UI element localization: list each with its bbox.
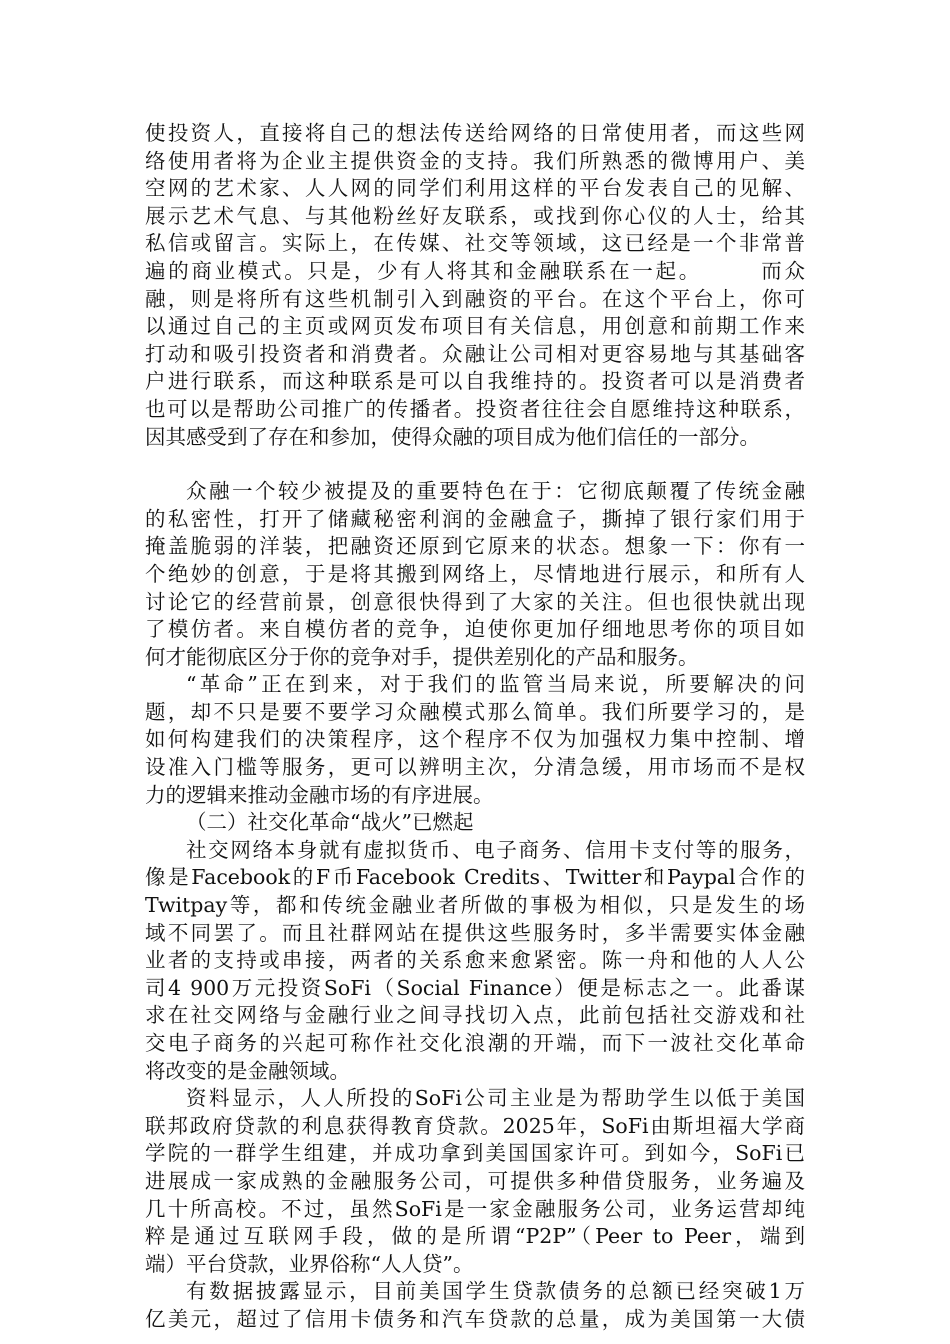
text-line: 力的逻辑来推动金融市场的有序进展。 [145,782,494,807]
text-line: 端）平台贷款，业界俗称“人人贷”。 [145,1251,474,1276]
text-line: 几十所高校。不过，虽然SoFi是一家金融服务公司，业务运营却纯 [145,1196,805,1221]
text-line: 融，则是将所有这些机制引入到融资的平台。在这个平台上，你可 [145,286,805,311]
text-line: 域不同罢了。而且社群网站在提供这些服务时，多半需要实体金融 [145,920,805,945]
text-line: 空网的艺术家、人人网的同学们利用这样的平台发表自己的见解、 [145,176,805,201]
text-line: 掩盖脆弱的洋装，把融资还原到它原来的状态。想象一下：你有一 [145,534,805,559]
text-line: 司4 900万元投资SoFi（Social Finance）便是标志之一。此番谋 [145,975,805,1000]
text-line: 了模仿者。来自模仿者的竞争，迫使你更加仔细地思考你的项目如 [145,617,805,642]
text-line: 资料显示，人人所投的SoFi公司主业是为帮助学生以低于美国 [186,1086,805,1111]
text-line: 的私密性，打开了储藏秘密利润的金融盒子，撕掉了银行家们用于 [145,506,805,531]
text-line: 如何构建我们的决策程序，这个程序不仅为加强权力集中控制、增 [145,727,805,752]
text-line: 社交网络本身就有虚拟货币、电子商务、信用卡支付等的服务， [186,837,805,862]
text-line: 因其感受到了存在和参加，使得众融的项目成为他们信任的一部分。 [145,424,760,449]
text-line: 将改变的是金融领域。 [145,1058,350,1083]
text-line: 有数据披露显示，目前美国学生贷款债务的总额已经突破1万 [186,1279,805,1304]
text-line: 学院的一群学生组建，并成功拿到美国国家许可。到如今，SoFi已 [145,1141,805,1166]
text-line: 以通过自己的主页或网页发布项目有关信息，用创意和前期工作来 [145,314,805,339]
text-line: 讨论它的经营前景，创意很快得到了大家的关注。但也很快就出现 [145,589,805,614]
paragraph-gap [145,451,805,478]
text-line: 络使用者将为企业主提供资金的支持。我们所熟悉的微博用户、美 [145,148,805,173]
text-line: 联邦政府贷款的利息获得教育贷款。2025年，SoFi由斯坦福大学商 [145,1113,805,1138]
text-line: 展示艺术气息、与其他粉丝好友联系，或找到你心仪的人士，给其 [145,203,805,228]
text-line: 求在社交网络与金融行业之间寻找切入点，此前包括社交游戏和社 [145,1003,805,1028]
text-line: 设准入门槛等服务，更可以辨明主次，分清急缓，用市场而不是权 [145,755,805,780]
document-body [145,120,805,1334]
text-line: 个绝妙的创意，于是将其搬到网络上，尽情地进行展示，和所有人 [145,561,805,586]
text-line: 亿美元，超过了信用卡债务和汽车贷款的总量，成为美国第一大债 [145,1306,805,1331]
text-line: “革命”正在到来，对于我们的监管当局来说，所要解决的问 [186,672,805,697]
text-line: 进展成一家成熟的金融服务公司，可提供多种借贷服务，业务遍及 [145,1168,805,1193]
text-line: 打动和吸引投资者和消费者。众融让公司相对更容易地与其基础客 [145,341,805,366]
text-line: 粹是通过互联网手段，做的是所谓“P2P”（Peer to Peer，端到 [145,1224,805,1249]
text-line: 何才能彻底区分于你的竞争对手，提供差别化的产品和服务。 [145,644,699,669]
section-heading: （二）社交化革命“战火”已燃起 [186,810,474,835]
text-line: Twitpay等，都和传统金融业者所做的事极为相似，只是发生的场 [145,893,805,918]
text-line: 户进行联系，而这种联系是可以自我维持的。投资者可以是消费者 [145,369,805,394]
text-line: 也可以是帮助公司推广的传播者。投资者往往会自愿维持这种联系， [145,396,805,421]
text-line: 众融一个较少被提及的重要特色在于：它彻底颠覆了传统金融 [186,479,805,504]
text-line: 交电子商务的兴起可称作社交化浪潮的开端，而下一波社交化革命 [145,1031,805,1055]
text-line: 私信或留言。实际上，在传媒、社交等领域，这已经是一个非常普 [145,231,805,256]
text-line: 像是Facebook的F币Facebook Credits、Twitter和Paypal合作的 [145,865,805,890]
text-line: 使投资人，直接将自己的想法传送给网络的日常使用者，而这些网 [145,121,805,145]
text-line: 业者的支持或串接，两者的关系愈来愈紧密。陈一舟和他的人人公 [145,948,805,973]
text-line: 遍的商业模式。只是，少有人将其和金融联系在一起。 而众 [145,258,805,283]
text-line: 题，却不只是要不要学习众融模式那么简单。我们所要学习的，是 [145,699,805,724]
